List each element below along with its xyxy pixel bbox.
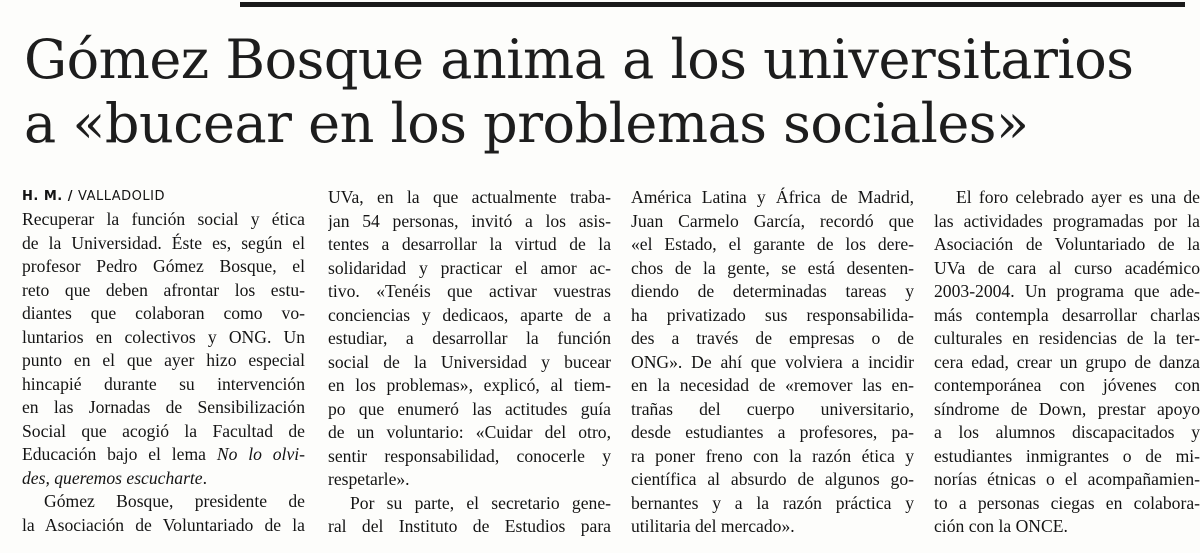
text-line: Social que acogió la Facultad de (22, 420, 305, 441)
text-line: Juan Carmelo García, recordó que (631, 210, 914, 231)
text-line: luntarios en colectivos y ONG. Un (22, 326, 305, 347)
text-line: de la Universidad. Éste es, según el (22, 232, 305, 253)
italic-motto-start: No lo olvi- (216, 444, 305, 464)
text-line: ha privatizado sus responsabilida- (631, 304, 914, 325)
text-line: síndrome de Down, prestar apoyo (934, 398, 1200, 419)
text-line: la Asociación de Voluntariado de la (22, 514, 305, 535)
text-line: en la necesidad de «remover las en- (631, 375, 914, 395)
text-line: norías étnicas o el acompañamien- (934, 469, 1200, 489)
text-line: estudiantes inmigrantes o de mi- (934, 445, 1200, 466)
top-rule (240, 2, 1185, 7)
text-line: tentes a desarrollar la virtud de la (328, 234, 611, 254)
text-line: América Latina y África de Madrid, (631, 187, 914, 207)
text-line: trañas del cuerpo universitario, (631, 398, 914, 419)
text-line: contemporánea con jóvenes con (934, 375, 1200, 395)
text-line: bernantes y a la razón práctica y (631, 492, 914, 513)
article-column-4 (934, 186, 1200, 539)
text-line: to a personas ciegas en colabora- (934, 492, 1200, 513)
text-line: desde estudiantes a profesores, pa- (631, 422, 914, 442)
text-line: UVa, en la que actualmente traba- (328, 187, 611, 207)
text-fragment: . (202, 467, 208, 488)
text-line: Gómez Bosque, presidente de (44, 491, 305, 511)
text-line: ONG». De ahí que volviera a incidir (631, 351, 914, 372)
text-line: reto que deben afrontar los estu- (22, 279, 305, 300)
byline-place: VALLADOLID (78, 189, 165, 204)
article-column-3 (631, 186, 914, 539)
text-line: estudiar, a desarrollar la función (328, 328, 611, 348)
text-line: UVa de cara al curso académico (934, 257, 1200, 278)
text-line: po que enumeró las actitudes guía (328, 398, 611, 419)
headline-line-1: Gómez Bosque anima a los universitarios (24, 28, 1134, 91)
text-line: diendo de determinadas tareas y (631, 281, 914, 301)
text-line: ra poner freno con la razón ética y (631, 445, 914, 466)
text-line: culturales en residencias de la ter- (934, 328, 1200, 348)
text-line: tivo. «Tenéis que activar vuestras (328, 281, 611, 301)
text-line: conciencias y dedicaos, aparte de a (328, 304, 611, 325)
text-line: las actividades programadas por la (934, 210, 1200, 231)
text-line-italic (22, 467, 305, 491)
text-line: ral del Instituto de Estudios para (328, 516, 611, 536)
text-line: en los problemas», explicó, al tiem- (328, 375, 611, 395)
text-line: Por su parte, el secretario gene- (350, 492, 611, 513)
text-line-with-italic (22, 443, 305, 467)
text-line: diantes que colaboran como vo- (22, 303, 305, 323)
text-fragment: Educación bajo el lema (22, 444, 206, 464)
article-column-1 (22, 186, 305, 537)
text-line: ción con la ONCE. (934, 516, 1068, 536)
byline-author: H. M. / (22, 189, 73, 204)
text-line: punto en el que ayer hizo especial (22, 350, 305, 370)
text-line: respetarle». (328, 469, 410, 489)
text-line: social de la Universidad y bucear (328, 351, 611, 372)
text-line: más contempla desarrollar charlas (934, 304, 1200, 325)
text-line: cera edad, crear un grupo de danza (934, 351, 1200, 372)
text-line: jan 54 personas, invitó a los asis- (328, 210, 611, 231)
text-line: profesor Pedro Gómez Bosque, el (22, 256, 305, 276)
article-column-2 (328, 186, 611, 539)
headline-line-2: a «bucear en los problemas sociales» (24, 92, 1029, 155)
text-line: El foro celebrado ayer es una de (956, 187, 1200, 207)
text-line: «el Estado, el garante de los dere- (631, 234, 914, 254)
text-line: a los alumnos discapacitados y (934, 422, 1200, 442)
text-line: des a través de empresas o de (631, 328, 914, 348)
text-line: solidaridad y practicar el amor ac- (328, 257, 611, 278)
text-line: Asociación de Voluntariado de la (934, 234, 1200, 254)
text-line: en las Jornadas de Sensibilización (22, 397, 305, 417)
text-line: utilitaria del mercado». (631, 516, 795, 536)
headline (24, 28, 1200, 156)
italic-motto-end: des, queremos escucharte (22, 467, 203, 488)
text-line: chos de la gente, se está desenten- (631, 257, 914, 278)
text-line: 2003-2004. Un programa que ade- (934, 281, 1200, 301)
text-line: de un voluntario: «Cuidar del otro, (328, 422, 611, 442)
text-line: hincapié durante su intervención (22, 373, 305, 394)
text-line: Recuperar la función social y ética (22, 209, 305, 229)
text-line: científica al absurdo de algunos go- (631, 469, 914, 489)
text-line: sentir responsabilidad, conocerle y (328, 445, 611, 466)
byline (22, 186, 305, 208)
